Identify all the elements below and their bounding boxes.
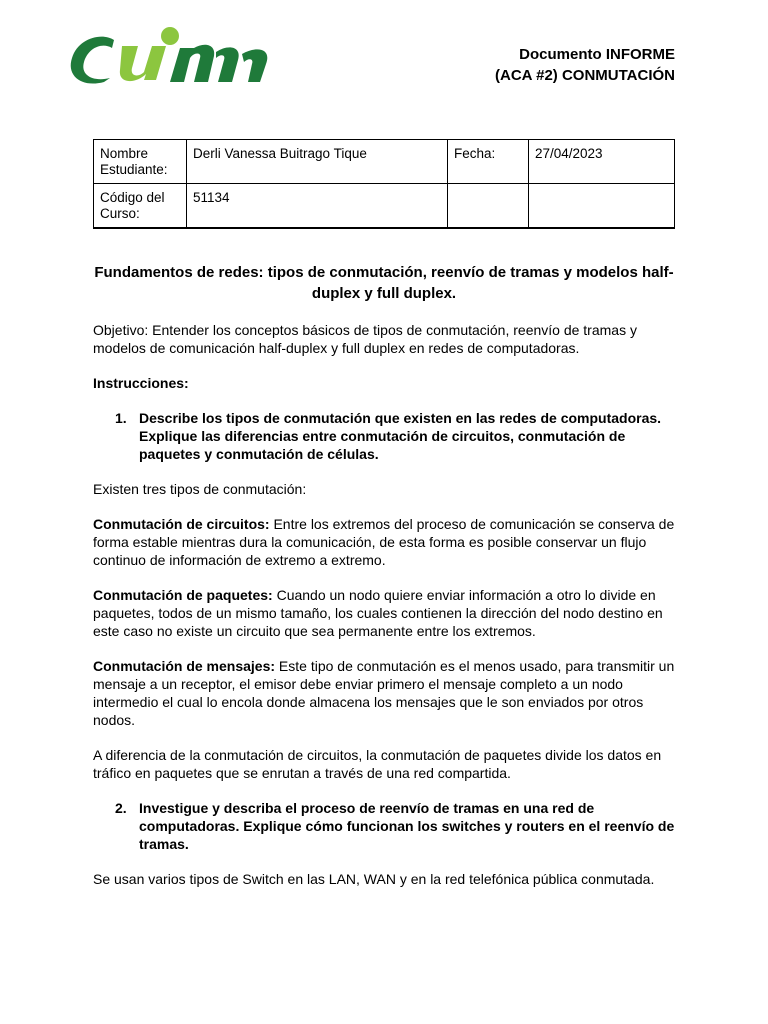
table-row [94, 184, 675, 229]
document-body [93, 321, 683, 888]
name-value: Derli Vanessa Buitrago Tique [187, 140, 448, 184]
table-row [94, 140, 675, 184]
logo-text: cun [66, 24, 68, 25]
question-2 [93, 799, 683, 853]
course-code-label: Código del Curso: [94, 184, 187, 229]
question-1 [93, 409, 683, 463]
name-label: Nombre Estudiante: [94, 140, 187, 184]
packets-paragraph [93, 586, 683, 640]
packets-term: Conmutación de paquetes: [93, 587, 273, 603]
question-number: 2. [115, 800, 127, 816]
circuits-paragraph [93, 515, 683, 569]
difference-paragraph: A diferencia de la conmutación de circuitos, la conmutación de paquetes divide los datos en tráfico en paquetes que se enrutan a través de una red compartida. [93, 747, 662, 781]
switch-paragraph: Se usan varios tipos de Switch en las LAN, WAN y en la red telefónica pública conmutada. [93, 871, 655, 887]
objective-paragraph: Objetivo: Entender los conceptos básicos de tipos de conmutación, reenvío de tramas y modelos de comunicación half-duplex y full duplex en redes de computadoras. [93, 322, 637, 356]
course-code-value: 51134 [187, 184, 448, 229]
date-label: Fecha: [448, 140, 529, 184]
messages-text: Este tipo de conmutación es el menos usado, para transmitir un mensaje a un receptor, el emisor debe enviar primero el mensaje completo a un nodo intermedio el cual lo encola donde almacena los mensajes que le son enviados por otros nodos. [93, 658, 675, 728]
date-value: 27/04/2023 [529, 140, 675, 184]
question-text: Investigue y describa el proceso de reenvío de tramas en una red de computadoras. Explique cómo funcionan los switches y routers en el reenvío de tramas. [139, 800, 675, 852]
document-title: Documento INFORME [519, 46, 675, 63]
instructions-heading: Instrucciones: [93, 375, 189, 391]
student-info-table [93, 139, 675, 229]
question-text: Describe los tipos de conmutación que existen en las redes de computadoras. Explique las diferencias entre conmutación de circuitos, conmutación de paquetes y conmutación de células. [139, 410, 662, 462]
intro-paragraph: Existen tres tipos de conmutación: [93, 481, 307, 497]
messages-paragraph [93, 657, 683, 729]
empty-cell [448, 184, 529, 229]
cun-logo [66, 24, 292, 94]
circuits-term: Conmutación de circuitos: [93, 516, 270, 532]
messages-term: Conmutación de mensajes: [93, 658, 276, 674]
main-title: Fundamentos de redes: tipos de conmutación, reenvío de tramas y modelos half-duplex y full duplex. [94, 264, 674, 302]
packets-text: Cuando un nodo quiere enviar información a otro lo divide en paquetes, todos de un mismo tamaño, los cuales contienen la dirección del nodo destino en este caso no existe un circuito que sea permanente entre los extremos. [93, 587, 663, 639]
empty-cell [529, 184, 675, 229]
document-subtitle: (ACA #2) CONMUTACIÓN [495, 67, 675, 84]
cun-logo-graphic [66, 24, 292, 94]
document-header [495, 44, 675, 86]
circuits-text: Entre los extremos del proceso de comunicación se conserva de forma estable mientras dura la comunicación, de esta forma es posible conservar un flujo continuo de información de extremo a extremo. [93, 516, 675, 568]
question-number: 1. [115, 410, 127, 426]
